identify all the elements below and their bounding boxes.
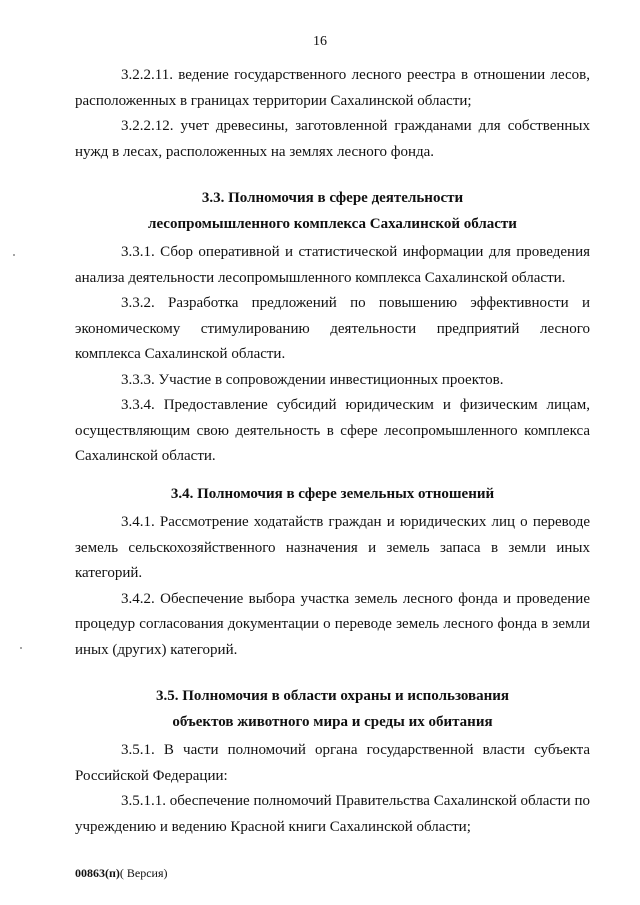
section-heading-3-4 xyxy=(75,482,590,508)
paragraph-3-2-2-11: 3.2.2.11. ведение государственного лесного реестра в отношении лесов, расположенных в границах территории Сахалинской области; xyxy=(75,67,590,109)
section-heading-3-5-line-2: объектов животного мира и среды их обитания xyxy=(172,713,493,730)
section-heading-3-4-line-1: 3.4. Полномочия в сфере земельных отношений xyxy=(170,485,495,502)
paragraph-3-3-1: 3.3.1. Сбор оперативной и статистической информации для проведения анализа деятельности лесопромышленного комплекса Сахалинской области. xyxy=(75,244,590,286)
scan-speck xyxy=(20,647,22,649)
paragraph-3-4-1: 3.4.1. Рассмотрение ходатайств граждан и юридических лиц о переводе земель сельскохозяйственного назначения и земель запаса в земли иных категорий. xyxy=(75,514,590,581)
page-number: 16 xyxy=(313,34,327,49)
section-heading-3-3 xyxy=(75,186,590,237)
section-heading-3-5-line-1: 3.5. Полномочия в области охраны и использования xyxy=(155,688,510,704)
paragraph-3-2-2-12: 3.2.2.12. учет древесины, заготовленной гражданами для собственных нужд в лесах, расположенных на землях лесного фонда. xyxy=(75,118,590,160)
paragraph-3-4-2: 3.4.2. Обеспечение выбора участка земель лесного фонда и проведение процедур согласования документации о переводе земель лесного фонда в земли иных (других) категорий. xyxy=(75,590,590,658)
footer xyxy=(75,866,168,881)
paragraph-3-3-4: 3.3.4. Предоставление субсидий юридическим и физическим лицам, осуществляющим свою деятельность в сфере лесопромышленного комплекса Сахалинской области. xyxy=(75,397,590,464)
document-code: 00863(п) xyxy=(75,866,120,880)
section-heading-3-5 xyxy=(75,684,590,735)
document-version: ( Версия) xyxy=(119,866,168,880)
paragraph-3-5-1: 3.5.1. В части полномочий органа государственной власти субъекта Российской Федерации: xyxy=(75,742,590,784)
section-heading-3-3-line-2: лесопромышленного комплекса Сахалинской области xyxy=(148,215,517,232)
section-heading-3-3-line-1: 3.3. Полномочия в сфере деятельности xyxy=(201,190,464,206)
document-body xyxy=(75,63,590,840)
paragraph-3-3-2: 3.3.2. Разработка предложений по повышению эффективности и экономическому стимулированию деятельности предприятий лесного комплекса Сахалинской области. xyxy=(75,295,590,362)
scan-speck xyxy=(13,254,15,256)
paragraph-3-5-1-1: 3.5.1.1. обеспечение полномочий Правительства Сахалинской области по учреждению и ведению Красной книги Сахалинской области; xyxy=(75,793,590,835)
paragraph-3-3-3: 3.3.3. Участие в сопровождении инвестиционных проектов. xyxy=(121,371,504,388)
